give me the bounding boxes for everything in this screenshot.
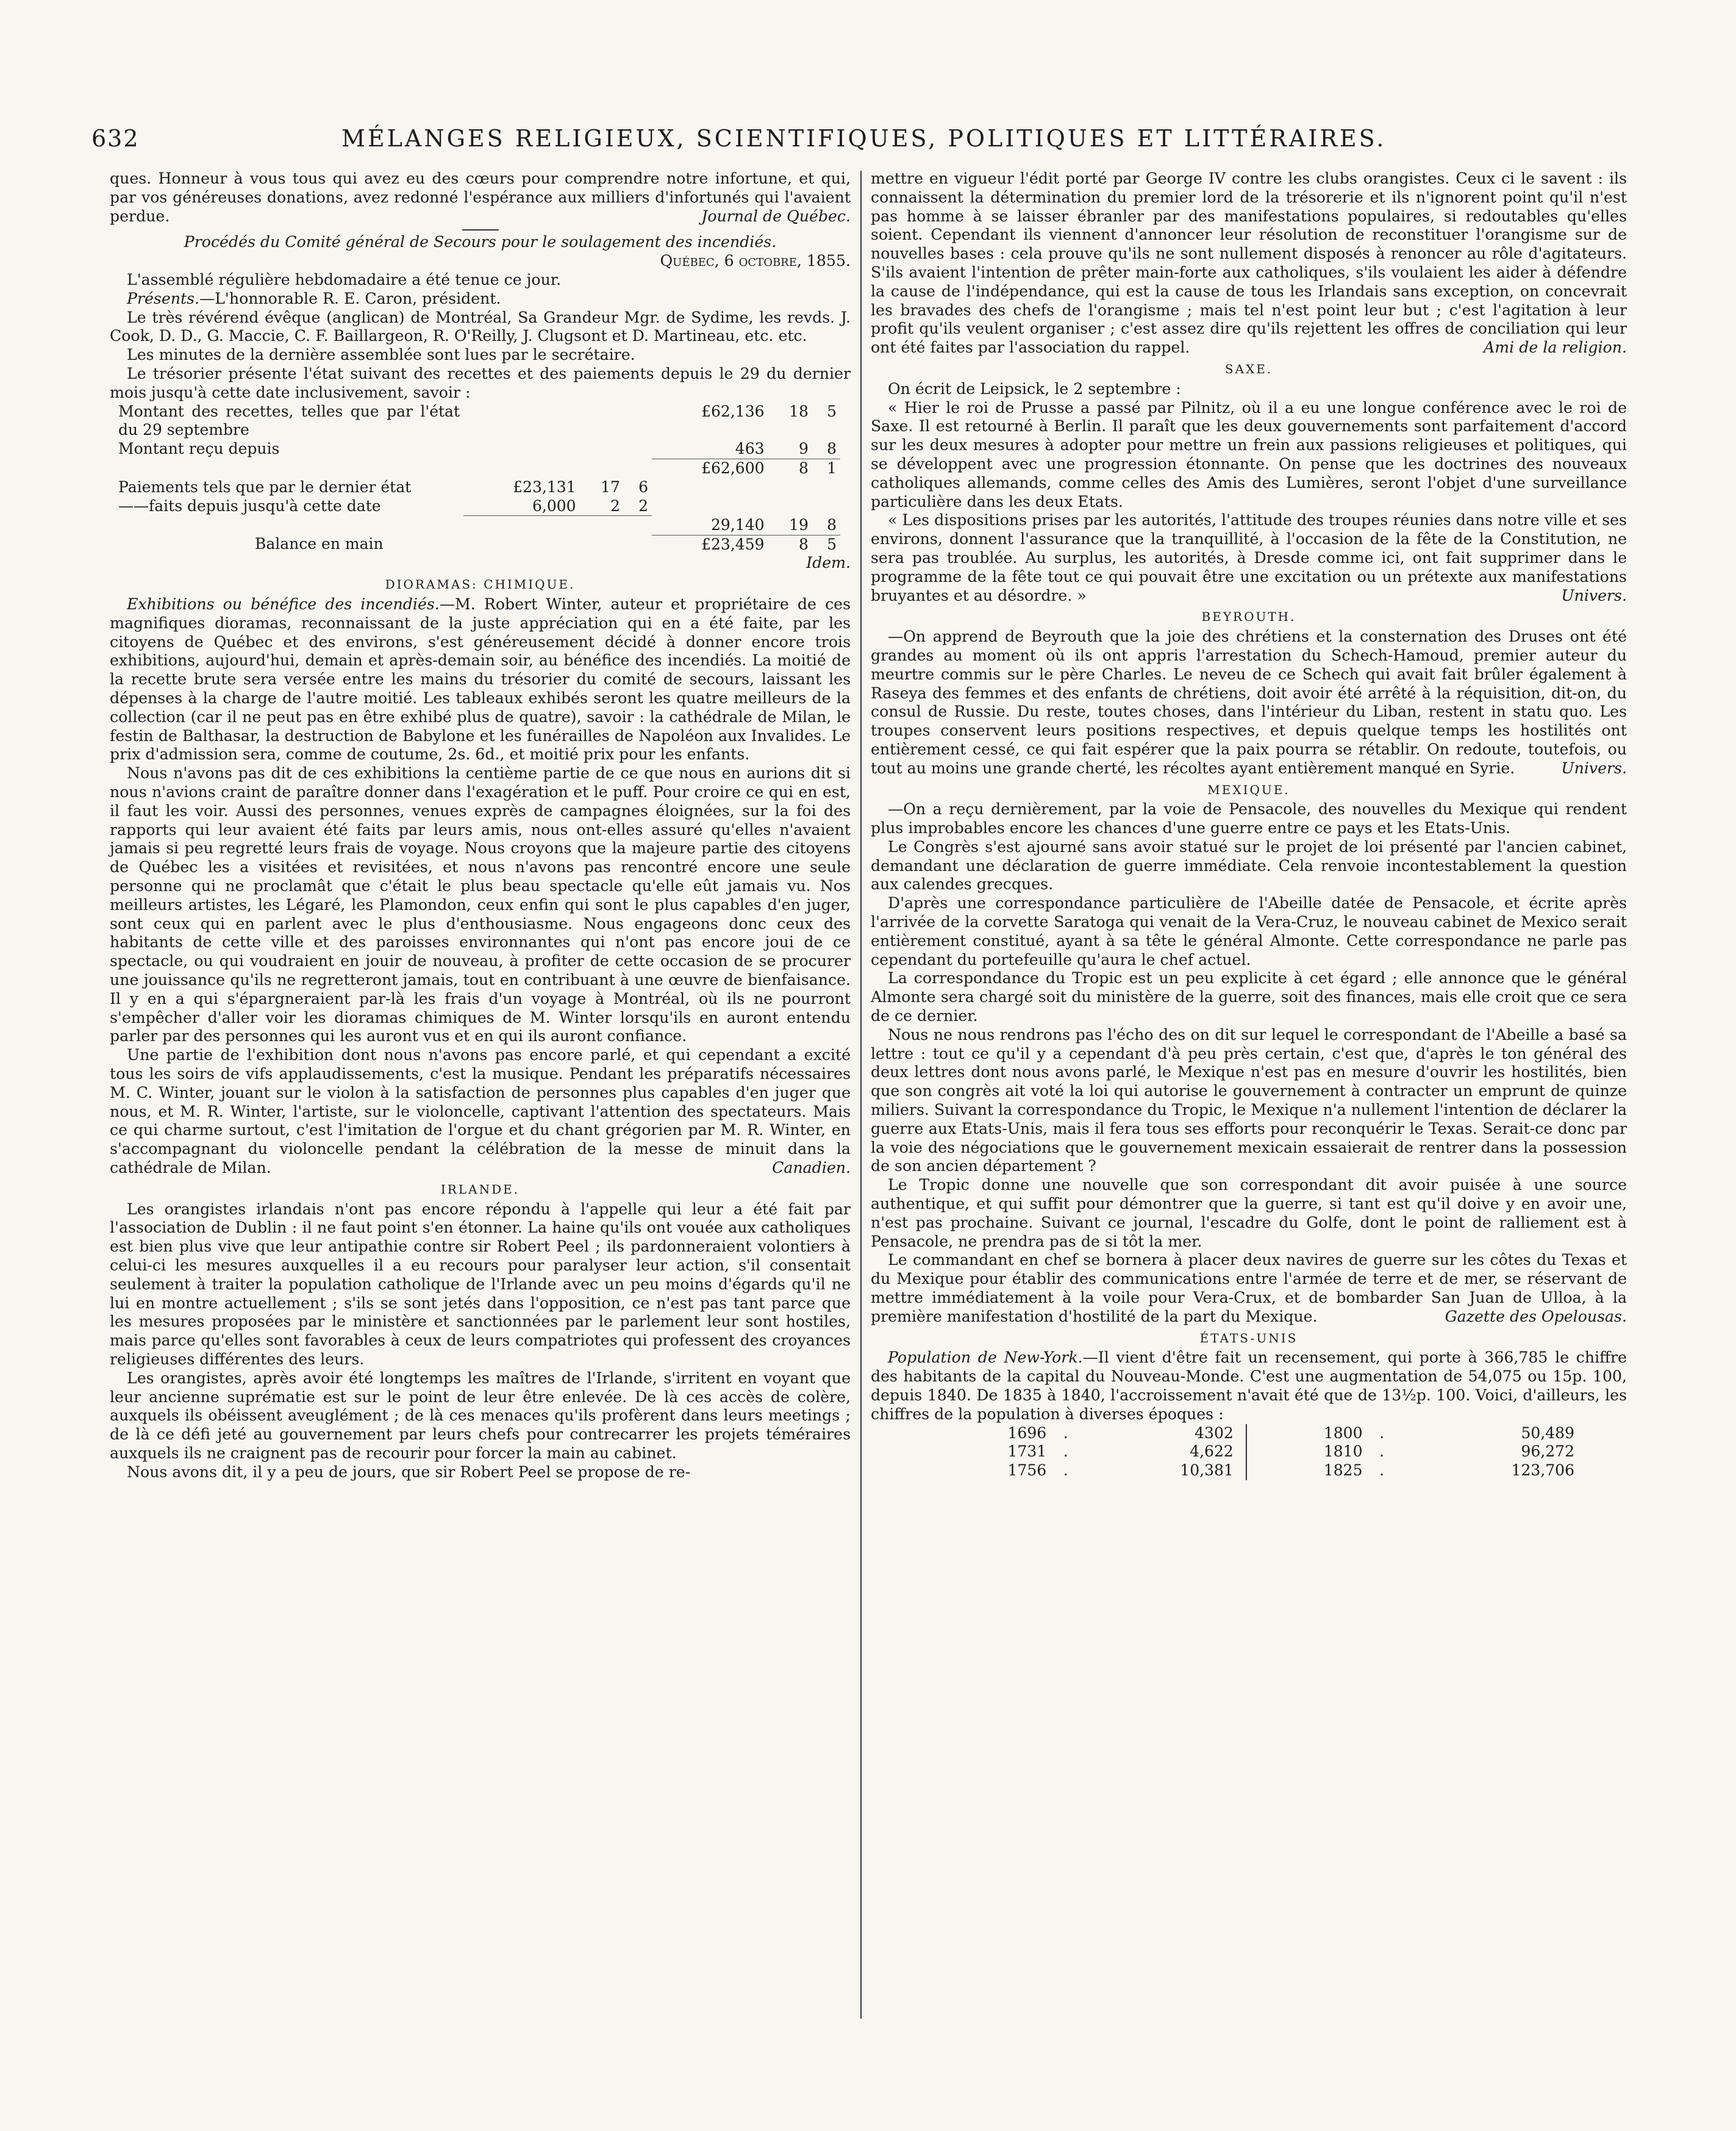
leader-dots: .	[1063, 1424, 1068, 1442]
table-row: Montant des recettes, telles que par l'état du 29 septembre £62,136 18 5	[118, 402, 837, 439]
section-heading: IRLANDE.	[440, 1181, 520, 1197]
population-table	[932, 1424, 1578, 1480]
table-row: 29,140 19 8	[115, 516, 840, 535]
treasury-statement	[115, 403, 840, 554]
paragraph: Le très révérend évêque (anglican) de Montréal, Sa Grandeur Mgr. de Sydime, les revds. J. Cook, D. D., G. Maccie, C. F. Baillargeon, R. O'Reilly, J. Clugsont et D. Martineau, etc. etc.	[110, 308, 851, 345]
dateline: Québec, 6 octobre, 1855.	[660, 252, 851, 270]
section-heading: MEXIQUE.	[1207, 782, 1290, 797]
table-row	[932, 1461, 1578, 1480]
right-column	[871, 170, 1627, 1480]
section-heading: BEYROUTH.	[1201, 609, 1296, 625]
year-cell: 1825	[1323, 1461, 1363, 1480]
article-title: Procédés du Comité général de Secours pour le soulagement des incendiés.	[184, 233, 777, 251]
table-row	[932, 1442, 1578, 1461]
paragraph: Nous n'avons pas dit de ces exhibitions la centième partie de ce que nous en aurions dit si nous n'avions craint de paraître donner dans l'exagération et le puff. Pour croire ce qui en est, il faut les voir. Aussi des personnes, venues exprès de campagnes éloignées, sur la foi des rapports qui leur avaient été faits par leurs amis, nous ont-elles assuré qu'elles n'avaient jamais si peu regretté leurs frais de voyage. Nous croyons que la majeure partie des citoyens de Québec les a visitées et revisitées, et nous n'avons pas rencontré encore une seule personne qui ne proclamât que c'était le plus beau spectacle qu'elle eût jamais vu. Nos meilleurs artistes, les Légaré, les Plamondon, ceux enfin qui sont le plus capables d'en juger, sont ceux qui en parlent avec le plus d'enthousiasme. Nous engageons donc ceux des habitants de cette ville et des paroisses environnantes qui n'ont pas encore joui de ce spectacle, ou qui voudraient en jouir de nouveau, à profiter de cette occasion de se procurer une jouissance qu'ils ne regretteront jamais, tout en contribuant à une œuvre de bienfaisance. Il y en a qui s'épargneraient par-là les frais d'un voyage à Montréal, où ils ne pourront s'empêcher d'aller voir les dioramas chimiques de M. Winter lorsqu'ils en auront entendu parler par des personnes qui les auront vus et en qui ils auront confiance.	[110, 764, 851, 1045]
source-credit: Ami de la religion.	[1484, 338, 1627, 357]
paragraph: Le Congrès s'est ajourné sans avoir statué sur le projet de loi présenté par l'ancien cabinet, demandant une déclaration de guerre immédiate. Cela renvoie incontestablement la question aux calendes grecques.	[871, 837, 1627, 894]
leader-dots: .	[1063, 1442, 1068, 1461]
year-cell: 1756	[1007, 1461, 1047, 1480]
column-divider	[860, 171, 862, 2019]
paragraph: D'après une correspondance particulière de l'Abeille datée de Pensacole, et écrite après l'arrivée de la corvette Saratoga qui venait de la Vera-Cruz, le nouveau cabinet de Mexico serait entièrement constitué, ayant à sa tête le général Almonte. Cette correspondance ne parle pas cependant du portefeuille qu'aura le chef actuel.	[871, 894, 1627, 969]
paragraph: Population de New-York.—Il vient d'être fait un recensement, qui porte à 366,785 le chiffre des habitants de la capital du Nouveau-Monde. C'est une augmentation de 54,075 ou 15p. 100, depuis 1840. De 1835 à 1840, l'accroissement n'avait été que de 13½p. 100. Voici, d'ailleurs, les chiffres de la population à diverses époques :	[871, 1348, 1627, 1423]
value-cell: 10,381	[1180, 1461, 1234, 1480]
source-credit: Gazette des Opelousas.	[1445, 1307, 1627, 1325]
paragraph: Les orangistes irlandais n'ont pas encore répondu à l'appelle qui leur a été fait par l'association de Dublin : il ne faut point s'en étonner. La haine qu'ils ont vouée aux catholiques est bien plus vive que leur antipathie contre sir Robert Peel ; ils pardonneraient volontiers à celui-ci les mesures auxquelles il a eu recours pour paralyser leur action, s'il consentait seulement à traiter la population catholique de l'Irlande avec un peu moins d'égards qu'il ne lui en montre actuellement ; s'ils se sont jetés dans l'opposition, ce n'est pas tant parce que les mesures proposées par le ministère et sanctionnées par le parlement leur sont hostiles, mais parce qu'elles sont favorables à ceux de leurs compatriotes qui professent des croyances religieuses différentes des leurs.	[110, 1200, 851, 1368]
paragraph: Les orangistes, après avoir été longtemps les maîtres de l'Irlande, s'irritent en voyant que leur ancienne suprématie est sur le point de leur être enlevée. De là ces accès de colère, auxquels ils obéissent aveuglément ; de là ces menaces qu'ils profèrent dans leurs meetings ; de là ce défi jeté au gouvernement par leurs chefs pour contrecarrer les projets téméraires auxquels ils ne craignent pas de recourir pour forcer la main au cabinet.	[110, 1369, 851, 1462]
source-credit: Journal de Québec.	[701, 207, 851, 225]
paragraph: Le commandant en chef se bornera à placer deux navires de guerre sur les côtes du Texas et du Mexique pour établir des communications entre l'armée de terre et de mer, se réservant de mettre immédiatement à la voile pour Vera-Crux, et de bombarder San Juan de Ulloa, à la première manifestation d'hostilité de la part du Mexique. Gazette des Opelousas.	[871, 1251, 1627, 1325]
column-rule	[1237, 1442, 1246, 1461]
paragraph: Nous ne nous rendrons pas l'écho des on dit sur lequel le correspondant de l'Abeille a basé sa lettre : tout ce qu'il y a cependant d'à peu près certain, c'est que, d'après le ton général des deux lettres dont nous avons parlé, le Mexique n'est pas en mesure d'ouvrir les hostilités, bien que son congrès ait voté la loi qui autorise le gouvernement à contracter un emprunt de quinze miliers. Suivant la correspondance du Tropic, le Mexique n'a nullement l'intention de déclarer la guerre aux Etats-Unis, mais il fera tous ses efforts pour reconquérir le Texas. Serait-ce donc par la voie des négociations que le gouvernement mexicain essaierait de rentrer dans la possession de son ancien département ?	[871, 1025, 1627, 1175]
paragraph: On écrit de Leipsick, le 2 septembre :	[888, 379, 1181, 398]
leader-dots: .	[1379, 1461, 1385, 1480]
paragraph: Le Tropic donne une nouvelle que son correspondant dit avoir puisée à une source authentique, et qui suffit pour démontrer que la guerre, si tant est qu'il doive y en avoir une, n'est pas prochaine. Suivant ce journal, l'escadre du Golfe, dont le point de ralliement est à Pensacole, ne prendra pas de si tôt la mer.	[871, 1176, 1627, 1250]
year-cell: 1696	[1007, 1424, 1047, 1442]
leader-dots: .	[1063, 1461, 1068, 1480]
year-cell: 1731	[1007, 1442, 1047, 1461]
intro-paragraph: ques. Honneur à vous tous qui avez eu des cœurs pour comprendre notre infortune, et qui, par vos généreuses donations, avez redonné l'espérance aux milliers d'infortunés qui l'avaient perdue. Journal de Québec.	[110, 170, 851, 225]
value-cell: 4,622	[1190, 1442, 1234, 1461]
section-divider	[462, 229, 499, 231]
running-header	[91, 125, 1640, 162]
paragraph: « Hier le roi de Prusse a passé par Pilnitz, où il a eu une longue conférence avec le roi de Saxe. Il est retourné à Berlin. Il paraît que les deux gouvernements sont parfaitement d'accord sur les deux mesures à adopter pour mettre un frein aux passions religieuses et politiques, qui se développent avec une progression étonnante. On pense que les doctrines des nouveaux catholiques allemands, comme celles des Amis des Lumières, seront l'objet d'une surveillance particulière dans les deux Etats.	[871, 398, 1627, 510]
table-row: Balance en main £23,459 8 5	[115, 535, 840, 554]
column-rule	[1237, 1424, 1246, 1443]
table-row: ——faits depuis jusqu'à cette date 6,000 2 2	[118, 496, 648, 515]
value-cell: 50,489	[1521, 1424, 1574, 1442]
section-heading: DIORAMAS: CHIMIQUE.	[385, 577, 576, 592]
source-credit: Canadien.	[772, 1158, 851, 1177]
table-row: Paiements tels que par le dernier état £23,131 17 6	[118, 478, 648, 496]
page-number: 632	[91, 125, 140, 152]
value-cell: 4302	[1195, 1424, 1234, 1442]
leader-dots: .	[1379, 1442, 1385, 1461]
paragraph: La correspondance du Tropic est un peu explicite à cet égard ; elle annonce que le général Almonte sera chargé soit du ministère de la guerre, soit des finances, mais elle croit que ce sera de ce dernier.	[871, 969, 1627, 1025]
source-credit: Univers.	[1561, 586, 1627, 604]
table-row: £62,600 8 1	[115, 459, 840, 478]
table-row: Montant reçu depuis 463 9 8	[118, 440, 837, 458]
column-rule	[1237, 1461, 1246, 1480]
table-row	[932, 1424, 1578, 1443]
value-cell: 123,706	[1511, 1461, 1574, 1480]
paragraph: Présents.—L'honnorable R. E. Caron, président.	[127, 289, 501, 307]
running-title: MÉLANGES RELIGIEUX, SCIENTIFIQUES, POLITIQUES ET LITTÉRAIRES.	[341, 125, 1387, 152]
left-column	[110, 170, 851, 1481]
paragraph: mettre en vigueur l'édit porté par George IV contre les clubs orangistes. Ceux ci le savent : ils connaissent la détermination du premier lord de la trésorerie et ils n'ignorent point qu'il n'est pas homme à se laisser ébranler par des manifestations populaires, si redoutables qu'elles soient. Cependant ils viennent d'annoncer leur résolution de reconstituer l'orangisme sur de nouvelles bases : cela prouve qu'ils ne sont nullement disposés à renoncer au rôle d'agitateurs. S'ils avaient l'intention de prêter main-forte aux catholiques, s'ils voulaient les aider à défendre la cause de l'indépendance, qui est la cause de tous les Irlandais sans exception, on concevrait les bravades des chefs de l'orangisme ; mais tel n'est point leur but ; c'est l'agitation à leur profit qu'ils veulent organiser ; c'est assez dire qu'ils rejettent les offres de conciliation qui leur ont été faites par l'association du rappel. Ami de la religion.	[871, 170, 1627, 357]
paragraph: —On a reçu dernièrement, par la voie de Pensacole, des nouvelles du Mexique qui rendent plus improbables encore les chances d'une guerre entre ce pays et les Etats-Unis.	[871, 800, 1627, 837]
paragraph: Le trésorier présente l'état suivant des recettes et des paiements depuis le 29 du dernier mois jusqu'à cette date inclusivement, savoir :	[110, 364, 851, 401]
paragraph: Nous avons dit, il y a peu de jours, que sir Robert Peel se propose de re-	[127, 1463, 691, 1481]
leader-dots: .	[1379, 1424, 1385, 1442]
paragraph: Exhibitions ou bénéfice des incendiés.—M. Robert Winter, auteur et propriétaire de ces magnifiques dioramas, reconnaissant de la juste appréciation qui en a été faite, par les citoyens de Québec et des environs, s'est généreusement décidé à donner encore trois exhibitions, aujourd'hui, demain et après-demain soir, au bénéfice des incendiés. La moitié de la recette brute sera versée entre les mains du trésorier du comité de secours, laissant les dépenses à la charge de l'autre moitié. Les tableaux exhibés seront les quatre meilleurs de la collection (car il ne peut pas en être exhibé plus de quatre), savoir : la cathédrale de Milan, le festin de Balthasar, la destruction de Babylone et les funérailles de Napoléon aux Invalides. Le prix d'admission sera, comme de coutume, 2s. 6d., et moitié prix pour les enfants.	[110, 595, 851, 764]
year-cell: 1810	[1323, 1442, 1363, 1461]
paragraph: Une partie de l'exhibition dont nous n'avons pas encore parlé, et qui cependant a excité tous les soirs de vifs applaudissements, c'est la musique. Pendant les préparatifs nécessaires M. C. Winter, jouant sur le violon à la satisfaction de personnes plus capables d'en juger que nous, et M. R. Winter, l'artiste, sur le violoncelle, captivant l'attention des spectateurs. Mais ce qui charme surtout, c'est l'imitation de l'orgue et du chant grégorien par M. R. Winter, en s'accompagnant du violoncelle pendant la célébration de la messe de minuit dans la cathédrale de Milan. Canadien.	[110, 1046, 851, 1177]
source-credit: Idem.	[806, 554, 851, 572]
section-heading: SAXE.	[1224, 361, 1273, 376]
source-credit: Univers.	[1561, 759, 1627, 777]
paragraph: Les minutes de la dernière assemblée sont lues par le secrétaire.	[127, 346, 635, 364]
value-cell: 96,272	[1521, 1442, 1574, 1461]
paragraph: L'assemblé régulière hebdomadaire a été tenue ce jour.	[127, 270, 562, 288]
year-cell: 1800	[1323, 1424, 1363, 1442]
paragraph: « Les dispositions prises par les autorités, l'attitude des troupes réunies dans notre ville et ses environs, donnent l'assurance que la tranquillité, à l'occasion de la fête de la Constitution, ne sera pas troublée. Au surplus, les autorités, à Dresde comme ici, ont fait supprimer dans le programme de la fête tout ce qui pouvait être une excitation ou un prétexte aux manifestations bruyantes et au désordre. » Univers.	[871, 511, 1627, 604]
section-heading: ÉTATS-UNIS	[1199, 1330, 1298, 1345]
paragraph: —On apprend de Beyrouth que la joie des chrétiens et la consternation des Druses ont été grandes au moment où ils ont appris l'arrestation du Schech-Hamoud, premier auteur du meurtre commis sur le père Charles. Le neveu de ce Schech qui avait fait brûler également à Raseya des femmes et des enfants de chrétiens, doit avoir été arrêté à la réquisition, dit-on, du consul de Russie. Du reste, toutes choses, dans l'intérieur du Liban, restent in statu quo. Les troupes conservent leurs positions respectives, et depuis quelque temps les hostilités ont entièrement cessé, ce qui fait espérer que la paix pourra se rétablir. On redoute, toutefois, ou tout au moins une grande cherté, les récoltes ayant entièrement manqué en Syrie. Univers.	[871, 628, 1627, 777]
